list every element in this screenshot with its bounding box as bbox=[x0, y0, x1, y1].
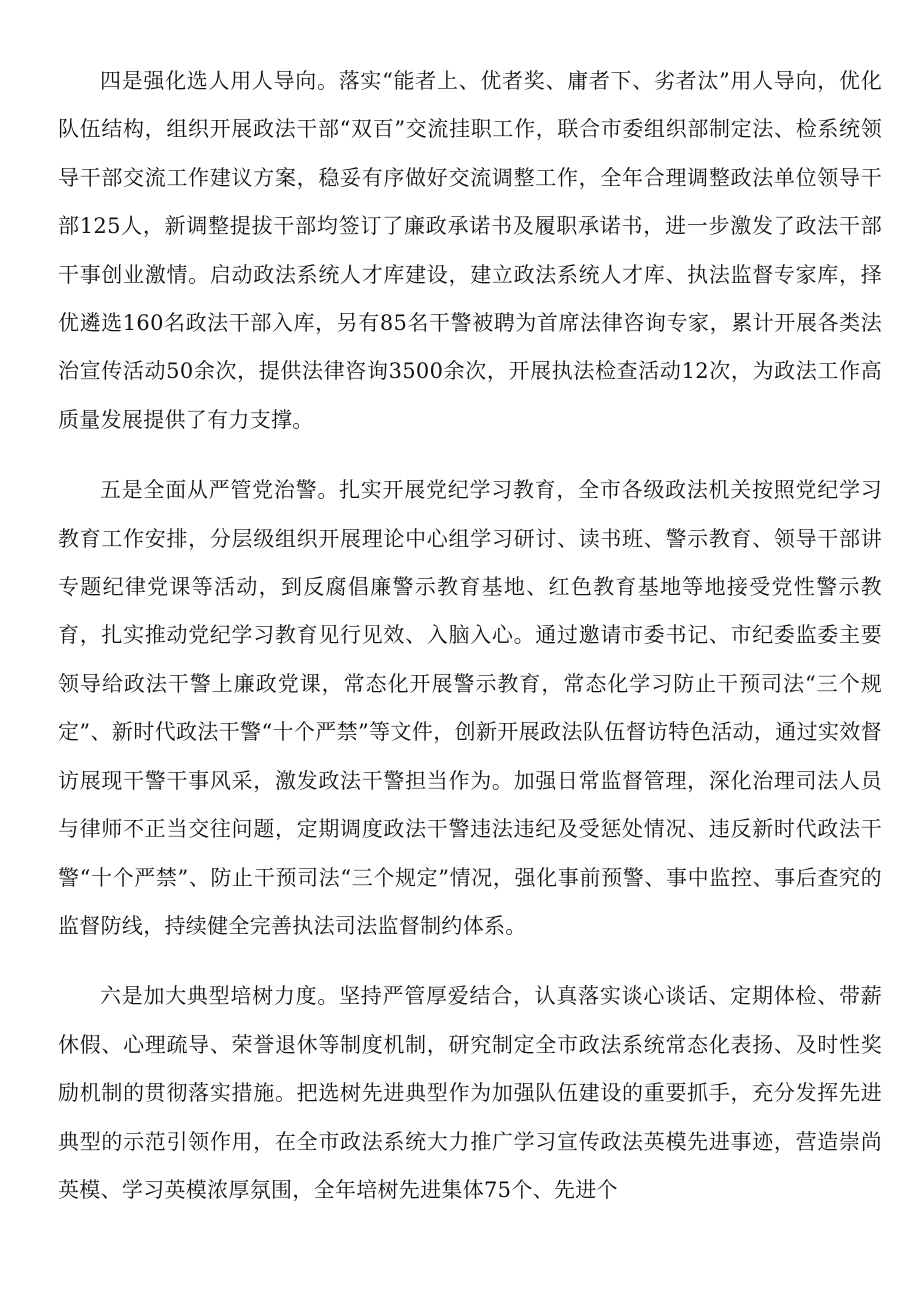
paragraph-strict-party-governance: 五是全面从严管党治警。扎实开展党纪学习教育，全市各级政法机关按照党纪学习教育工作安排，分层级组织开展理论中心组学习研讨、读书班、警示教育、领导干部讲专题纪律党课等活动，到反腐倡廉警示教育基地、红色教育基地等地接受党性警示教育，扎实推动党纪学习教育见行见效、入脑入心。通过邀请市委书记、市纪委监委主要领导给政法干警上廉政党课，常态化开展警示教育，常态化学习防止干预司法“三个规定”、新时代政法干警“十个严禁”等文件，创新开展政法队伍督访特色活动，通过实效督访展现干警干事风采，激发政法干警担当作为。加强日常监督管理，深化治理司法人员与律师不正当交往问题，定期调度政法干警违法违纪及受惩处情况、违反新时代政法干警“十个严禁”、防止干预司法“三个规定”情况，强化事前预警、事中监控、事后查究的监督防线，持续健全完善执法司法监督制约体系。 bbox=[58, 478, 882, 938]
paragraph-model-cultivation: 六是加大典型培树力度。坚持严管厚爱结合，认真落实谈心谈话、定期体检、带薪休假、心理疏导、荣誉退休等制度机制，研究制定全市政法系统常态化表扬、及时性奖励机制的贯彻落实措施。把选树先进典型作为加强队伍建设的重要抓手，充分发挥先进典型的示范引领作用，在全市政法系统大力推广学习宣传政法英模先进事迹，营造崇尚英模、学习英模浓厚氛围，全年培树先进集体75个、先进个 bbox=[58, 984, 882, 1202]
paragraph-selection-guidance: 四是强化选人用人导向。落实“能者上、优者奖、庸者下、劣者汰”用人导向，优化队伍结构，组织开展政法干部“双百”交流挂职工作，联合市委组织部制定法、检系统领导干部交流工作建议方案，稳妥有序做好交流调整工作，全年合理调整政法单位领导干部125人，新调整提拔干部均签订了廉政承诺书及履职承诺书，进一步激发了政法干部干事创业激情。启动政法系统人才库建设，建立政法系统人才库、执法监督专家库，择优遴选160名政法干部入库，另有85名干警被聘为首席法律咨询专家，累计开展各类法治宣传活动50余次，提供法律咨询3500余次，开展执法检查活动12次，为政法工作高质量发展提供了有力支撑。 bbox=[58, 69, 882, 432]
